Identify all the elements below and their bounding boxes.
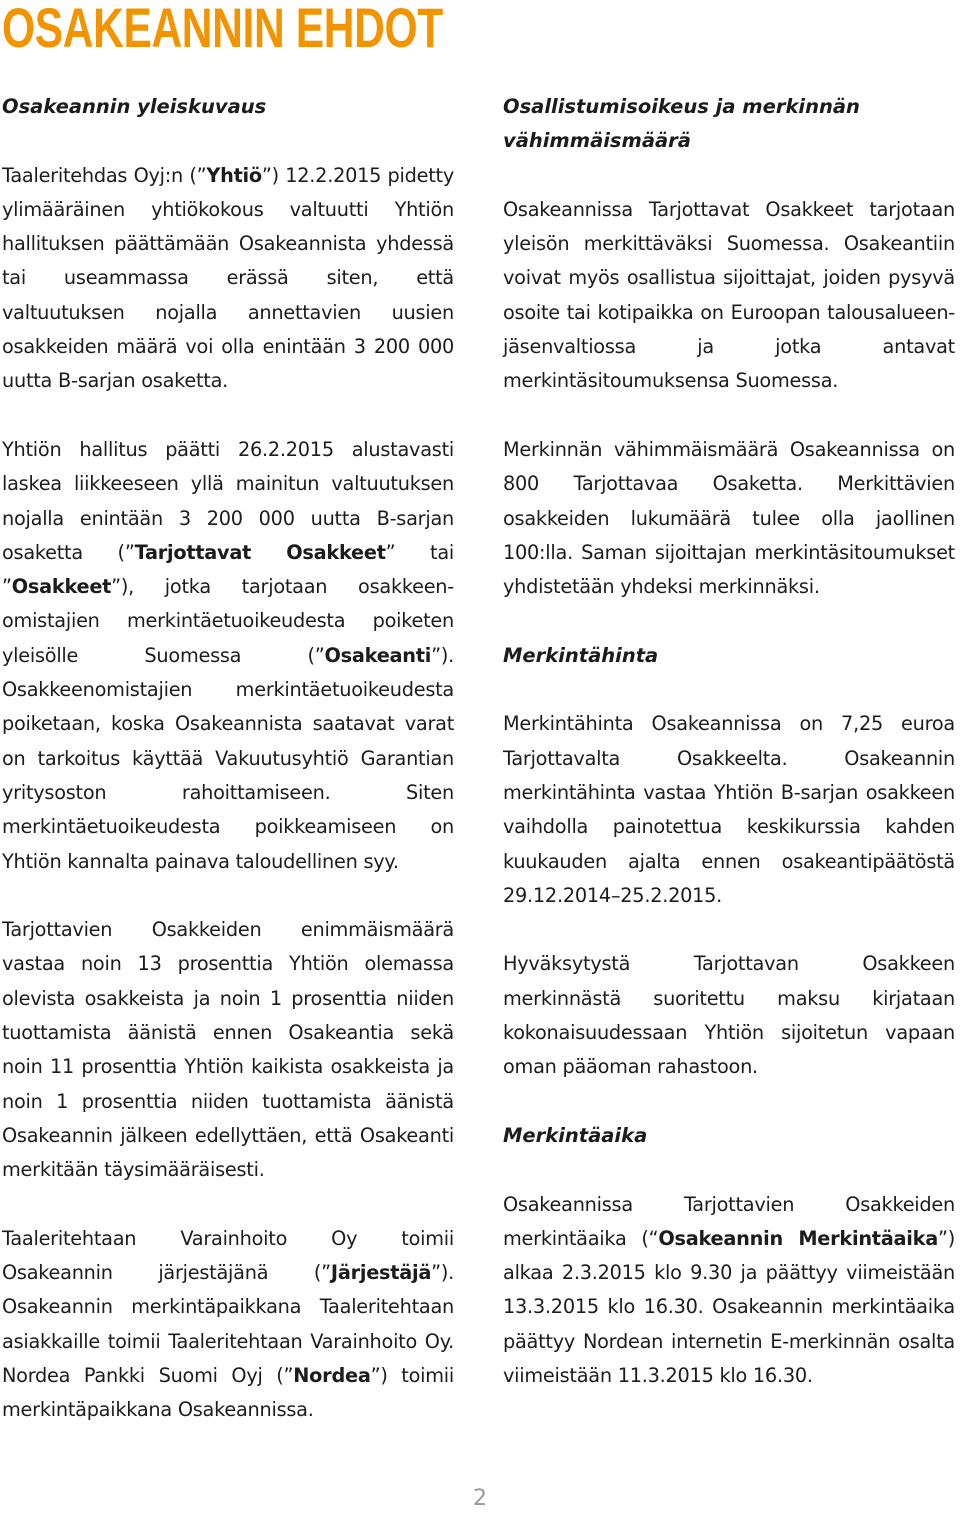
section-heading-participation: Osallistumisoikeus ja merkinnän vähimmäismäärä xyxy=(503,95,860,153)
term-osakeanti: Osakeanti xyxy=(324,643,432,667)
section-heading-overview: Osakeannin yleiskuvaus xyxy=(2,95,267,118)
section-heading-subscription-price: Merkintähinta xyxy=(503,643,659,667)
paragraph-authorization: Taaleritehdas Oyj:n (”Yhtiö”) 12.2.2015 pidetty ylimääräinen yhtiökokous valtuutti Yhtiön hallituksen päättämään Osakeannista yhdessä tai useammassa erässä siten, että valtuutuksen nojalla annettavien uusien osakkeiden määrä voi olla enintään 3 200 000 uutta B-sarjan osaketta. xyxy=(2,163,454,393)
paragraph-payment: Hyväksytystä Tarjottavan Osakkeen merkinnästä suoritettu maksu kirjataan kokonaisuudessaan Yhtiön sijoitetun vapaan oman pääoman rahastoon. xyxy=(503,952,955,1079)
term-merkintaaika: Osakeannin Merkintäaika xyxy=(658,1226,938,1250)
paragraph-subscription-period: Osakeannissa Tarjottavien Osakkeiden merkintäaika (“Osakeannin Merkintäaika”) alkaa 2.3.2015 klo 9.30 ja päättyy viimeistään 13.3.2015 klo 16.30. Osakeannin merkintäaika päättyy Nordean internetin E-merkinnän osalta viimeistään 11.3.2015 klo 16.30. xyxy=(503,1192,955,1387)
paragraph-board-decision: Yhtiön hallitus päätti 26.2.2015 alustavasti laskea liikkeeseen yllä mainitun valtuutuksen nojalla enintään 3 200 000 uutta B-sarjan osaketta (”Tarjottavat Osakkeet” tai ”Osakkeet”), jotka tarjotaan osakkeen-omistajien merkintäetuoikeudesta poiketen yleisölle Suomessa (”Osakeanti”). Osakkeenomistajien merkintäetuoikeudesta poiketaan, koska Osakeannista saatavat varat on tarkoitus käyttää Vakuutusyhtiö Garantian yritysoston rahoittamiseen. Siten merkintäetuoikeudesta poikkeamiseen on Yhtiön kannalta painava taloudellinen syy. xyxy=(2,437,455,873)
paragraph-organizer: Taaleritehtaan Varainhoito Oy toimii Osakeannin järjestäjänä (”Järjestäjä”). Osakeannin merkintäpaikkana Taaleritehtaan asiakkaille toimii Taaleritehtaan Varainhoito Oy. Nordea Pankki Suomi Oyj (”Nordea”) toimii merkintäpaikkana Osakeannissa. xyxy=(2,1226,454,1422)
page-title: OSAKEANNIN EHDOT xyxy=(2,0,443,59)
right-column xyxy=(503,90,955,1428)
term-jarjestaja: Järjestäjä xyxy=(330,1261,432,1285)
paragraph-share-proportion: Tarjottavien Osakkeiden enimmäismäärä vastaa noin 13 prosenttia Yhtiön olemassa olevista osakkeista ja noin 1 prosenttia niiden tuottamista äänistä ennen Osakeantia sekä noin 11 prosenttia Yhtiön kaikista osakkeista ja noin 1 prosenttia niiden tuottamista äänistä Osakeannin jälkeen edellyttäen, että Osakeanti merkitään täysimääräisesti. xyxy=(2,918,454,1182)
paragraph-minimum-subscription: Merkinnän vähimmäismäärä Osakeannissa on 800 Tarjottavaa Osaketta. Merkittävien osakkeiden lukumäärä tulee olla jaollinen 100:lla. Saman sijoittajan merkintäsitoumukset yhdistetään yhdeksi merkinnäksi. xyxy=(503,437,955,599)
term-yhtio: Yhtiö xyxy=(206,163,262,187)
paragraph-subscription-price: Merkintähinta Osakeannissa on 7,25 euroa Tarjottavalta Osakkeelta. Osakeannin merkintähinta vastaa Yhtiön B-sarjan osakkeen vaihdolla painotettua keskikurssia kahden kuukauden ajalta ennen osakeantipäätöstä 29.12.2014–25.2.2015. xyxy=(503,712,955,907)
term-nordea: Nordea xyxy=(293,1363,371,1387)
left-column xyxy=(2,90,454,1462)
paragraph-participation: Osakeannissa Tarjottavat Osakkeet tarjotaan yleisön merkittäväksi Suomessa. Osakeantiin voivat myös osallistua sijoittajat, joiden pysyvä osoite tai kotipaikka on Euroopan talousalueen-jäsenvaltiossa ja jotka antavat merkintäsitoumuksensa Suomessa. xyxy=(503,197,955,393)
term-osakkeet: Osakkeet xyxy=(11,575,112,599)
term-tarjottavat-osakkeet: Tarjottavat Osakkeet xyxy=(134,540,386,564)
section-heading-subscription-period: Merkintäaika xyxy=(503,1123,648,1147)
page-number: 2 xyxy=(473,1486,487,1511)
